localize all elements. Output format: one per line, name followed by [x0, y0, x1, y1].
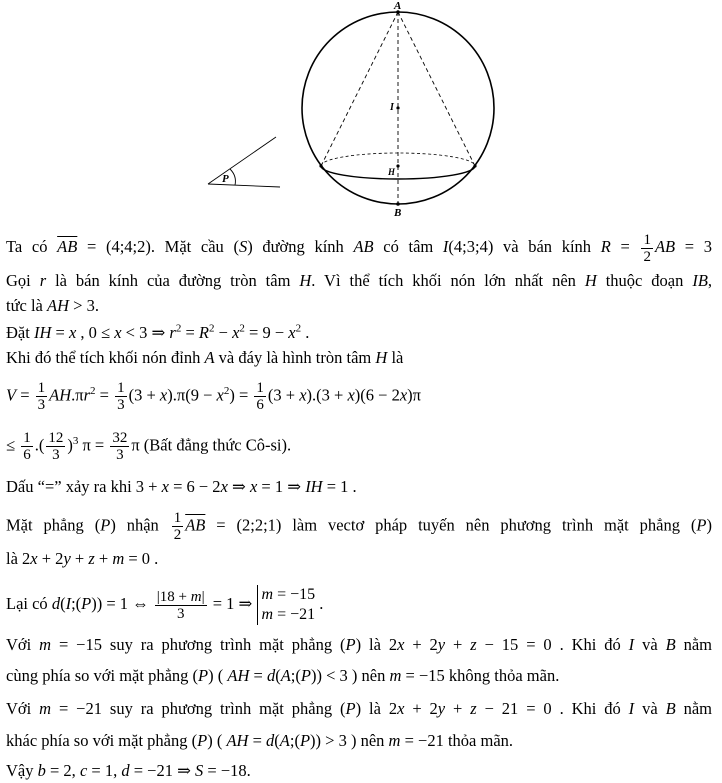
- line-6: V = $\frac{1}{3}$ $AH.\pi r^2$ = $\frac{1}{3}$ $(3 + x).\pi(9 - x^2)$ = $\frac{1}{6}$ (3 + x).(3 + x)(6 − 2x)π: [6, 380, 421, 413]
- line-10: là 2x + 2y + z + m = 0 .: [6, 549, 159, 568]
- plane-p-drawing: [208, 137, 280, 187]
- label-a: A: [394, 0, 402, 12]
- cone-left-edge: [321, 12, 398, 166]
- line-13: cùng phía so với mặt phẳng (P) ( AH = d(A;(P)) < 3 ) nên m = −15 không thỏa mãn.: [6, 666, 560, 685]
- line-7: ≤ $\frac{1}{6}$ .( $\frac{12}{3}$ )$^3$ π = $\frac{32}{3}$ π (Bất đẳng thức Cô-si).: [6, 430, 292, 463]
- text-layer: [0, 0, 1, 1]
- line-1-visual: Ta có $\overline{AB}$ = (4;4;2). Mặt cầu (S) đường kính AB có tâm I(4;3;4) và bán kính R = $\frac{1}{2}$ AB = 3: [6, 232, 713, 265]
- line-4: Đặt IH = x , 0 ≤ x < 3 ⇒ $r^2 = R^2 - x^2 = 9 - x^2$ .: [6, 322, 310, 342]
- point-i: [396, 106, 399, 109]
- label-i: I: [390, 102, 394, 113]
- line-9: Mặt phẳng (P) nhận $\frac{1}{2}$ $\overline{AB}$ = (2;2;1) làm vectơ pháp tuyến nên phương trình mặt phẳng (P): [6, 510, 712, 543]
- line-8: Dấu “=” xảy ra khi 3 + x = 6 − 2x ⇒ x = 1 ⇒ IH = 1 .: [6, 477, 357, 496]
- line-3: tức là AH > 3.: [6, 296, 99, 315]
- label-b: B: [394, 207, 402, 219]
- line-1: [6, 232, 712, 265]
- line-2: Gọi r là bán kính của đường tròn tâm H. Vì thể tích khối nón lớn nhất nên H thuộc đoạn IB,: [6, 271, 713, 290]
- line-5: Khi đó thể tích khối nón đỉnh A và đáy là hình tròn tâm H là: [6, 348, 404, 367]
- plane-label: P: [222, 173, 229, 185]
- line-14: Với m = −21 suy ra phương trình mặt phẳng (P) là 2x + 2y + z − 21 = 0 . Khi đó I và B nằm: [6, 699, 712, 718]
- point-b: [396, 202, 400, 206]
- sphere-cone-figure: [200, 0, 500, 222]
- line-15: khác phía so với mặt phẳng (P) ( AH = d(A;(P)) > 3 ) nên m = −21 thỏa mãn.: [6, 731, 514, 750]
- label-h: H: [388, 167, 396, 177]
- line-11: Lại có d(I;(P)) = 1 ⇔ $\frac{|18 + m|}{3}$ = 1 ⇒ m = −15 m = −21 .: [6, 586, 324, 623]
- point-h: [396, 164, 399, 167]
- cone-right-edge: [398, 12, 475, 166]
- line-12: Với m = −15 suy ra phương trình mặt phẳng (P) là 2x + 2y + z − 15 = 0 . Khi đó I và B nằm: [6, 635, 712, 654]
- line-16: Vậy b = 2, c = 1, d = −21 ⇒ S = −18.: [6, 761, 251, 780]
